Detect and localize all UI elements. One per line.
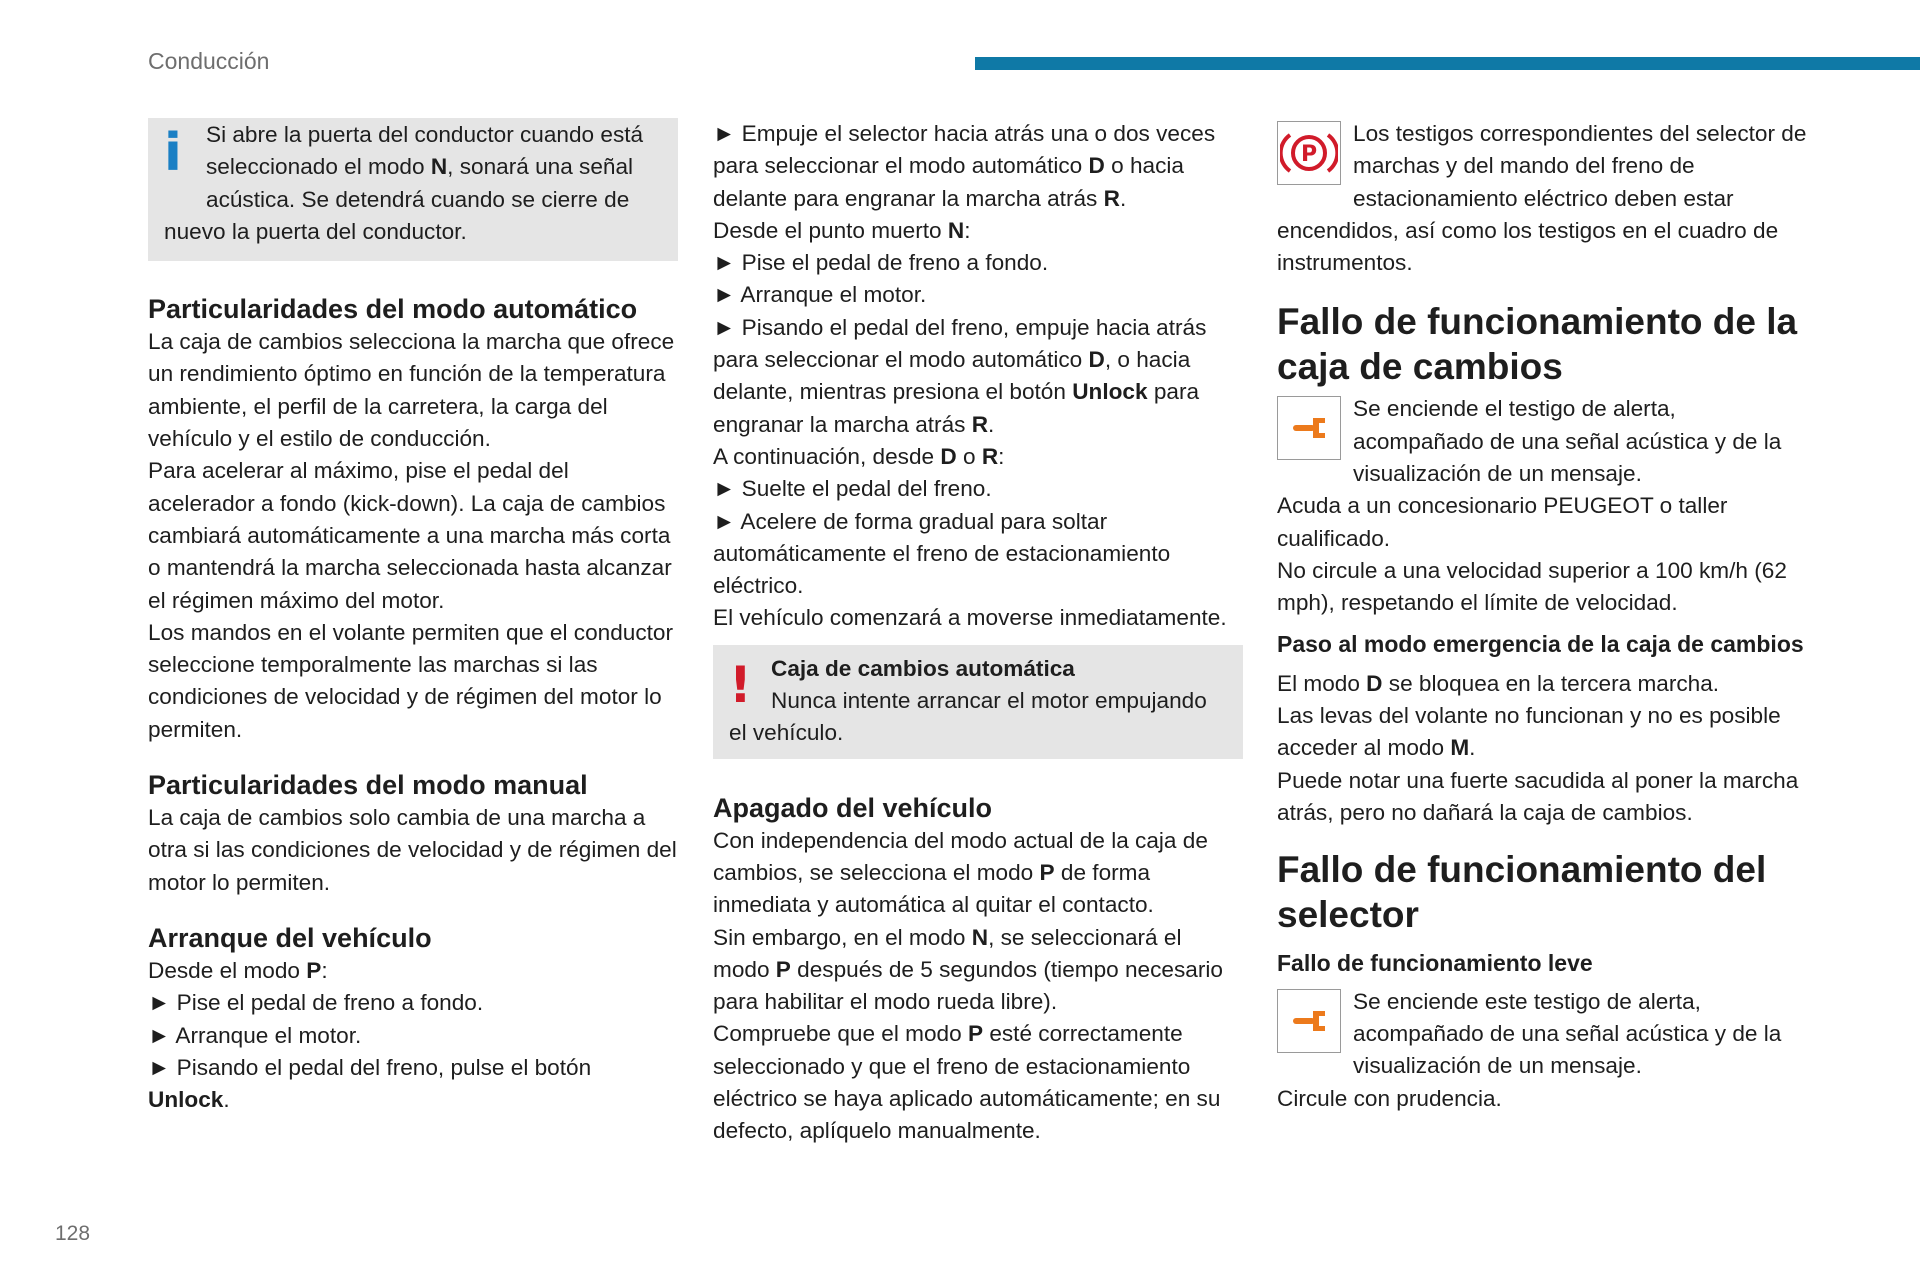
start-from-p: Desde el modo P: — [148, 957, 328, 983]
start-step-3: ► Pisando el pedal del freno, pulse el botón Unlock. — [148, 1054, 592, 1113]
neutral-step-1: ► Pise el pedal de freno a fondo. — [713, 250, 1049, 276]
neutral-step-3: ► Pisando el pedal del freno, empuje hacia atrás para seleccionar el modo automático D, o hacia delante, mientras presiona el botón Unlock para engranar la marcha atrás R. — [713, 314, 1207, 437]
section-accent-bar — [975, 57, 1920, 70]
info-icon: i — [164, 123, 182, 183]
gearbox-fault-heading: Fallo de funcionamiento de la caja de cambios — [1277, 301, 1798, 388]
gearbox-fault-para-2: Acuda a un concesionario PEUGEOT o taller cualificado. — [1277, 493, 1728, 551]
svg-text:P: P — [1300, 142, 1318, 167]
then-step-1: ► Suelte el pedal del freno. — [713, 476, 992, 502]
then-from-d-r: A continuación, desde D o R: — [713, 443, 1005, 469]
gearbox-fault-block — [1277, 393, 1807, 490]
from-neutral: Desde el punto muerto N: — [713, 217, 971, 243]
wrench-icon — [1277, 396, 1341, 460]
page-number: 128 — [55, 1222, 91, 1245]
warning-icon: ! — [729, 655, 752, 714]
shutdown-heading: Apagado del vehículo — [713, 792, 993, 823]
vehicle-moves-note: El vehículo comenzará a moverse inmediatamente. — [713, 605, 1227, 631]
column-2 — [713, 118, 1243, 1148]
column-3 — [1277, 118, 1807, 1115]
warning-title: Caja de cambios automática — [771, 655, 1075, 681]
emergency-mode-heading: Paso al modo emergencia de la caja de cambios — [1277, 630, 1804, 657]
gearbox-fault-para-3: No circule a una velocidad superior a 100 km/h (62 mph), respetando el límite de velocidad. — [1277, 557, 1787, 616]
minor-fault-para-2: Circule con prudencia. — [1277, 1085, 1502, 1111]
auto-mode-para-2: Para acelerar al máximo, pise el pedal del acelerador a fondo (kick-down). La caja de cambios cambiará automáticamente a una marcha más corta o mantendrá la marcha seleccionada hasta alcanzar el régimen máximo del motor. — [148, 458, 672, 613]
auto-mode-para-1: La caja de cambios selecciona la marcha que ofrece un rendimiento óptimo en función de la temperatura ambiente, el perfil de la carretera, la carga del vehículo y el estilo de conducción. — [148, 329, 675, 452]
then-step-2: ► Acelere de forma gradual para soltar automáticamente el freno de estacionamiento eléctrico. — [713, 508, 1171, 599]
shutdown-para-3: Compruebe que el modo P esté correctamente seleccionado y que el freno de estacionamiento eléctrico se haya aplicado automáticamente; en su defecto, aplíquelo manualmente. — [713, 1021, 1221, 1144]
gearbox-fault-para-1: Se enciende el testigo de alerta, acompañado de una señal acústica y de la visualización de un mensaje. — [1353, 396, 1782, 487]
auto-mode-para-3: Los mandos en el volante permiten que el conductor seleccione temporalmente las marchas si las condiciones de velocidad y de régimen del motor lo permiten. — [148, 619, 674, 742]
start-step-2: ► Arranque el motor. — [148, 1022, 362, 1048]
auto-mode-heading: Particularidades del modo automático — [148, 294, 638, 325]
warning-note — [713, 645, 1243, 759]
emergency-para-1: El modo D se bloquea en la tercera marcha. — [1277, 670, 1720, 696]
shutdown-para-2: Sin embargo, en el modo N, se seleccionará el modo P después de 5 segundos (tiempo necesario para habilitar el modo rueda libre). — [713, 924, 1223, 1015]
warning-text: Nunca intente arrancar el motor empujando el vehículo. — [729, 688, 1207, 746]
column-1 — [148, 118, 678, 1116]
parking-brake-icon — [1277, 121, 1341, 185]
section-title: Conducción — [148, 48, 270, 74]
start-step-1: ► Pise el pedal de freno a fondo. — [148, 990, 484, 1016]
manual-mode-para: La caja de cambios solo cambia de una marcha a otra si las condiciones de velocidad y de régimen del motor lo permiten. — [148, 805, 677, 895]
emergency-para-2: Las levas del volante no funcionan y no es posible acceder al modo M. — [1277, 703, 1781, 761]
info-note — [148, 118, 678, 261]
minor-fault-block — [1277, 986, 1807, 1083]
start-heading: Arranque del vehículo — [148, 922, 432, 953]
selector-fault-heading: Fallo de funcionamiento del selector — [1277, 849, 1767, 936]
neutral-step-2: ► Arranque el motor. — [713, 282, 927, 308]
info-note-text: Si abre la puerta del conductor cuando está seleccionado el modo N, sonará una señal acústica. Se detendrá cuando se cierre de nuevo la puerta del conductor. — [164, 122, 644, 244]
emergency-para-3: Puede notar una fuerte sacudida al poner la marcha atrás, pero no dañará la caja de cambios. — [1277, 767, 1799, 826]
shutdown-para-1: Con independencia del modo actual de la caja de cambios, se selecciona el modo P de forma inmediata y automática al quitar el contacto. — [713, 827, 1208, 918]
lamps-text: Los testigos correspondientes del selector de marchas y del mando del freno de estacionamiento eléctrico deben estar encendidos, así como los testigos en el cuadro de instrumentos. — [1277, 121, 1807, 276]
lamps-block — [1277, 118, 1807, 279]
step-selector-push: ► Empuje el selector hacia atrás una o dos veces para seleccionar el modo automático D o hacia delante para engranar la marcha atrás R. — [713, 121, 1216, 211]
wrench-icon — [1277, 989, 1341, 1053]
minor-fault-heading: Fallo de funcionamiento leve — [1277, 950, 1593, 977]
manual-mode-heading: Particularidades del modo manual — [148, 770, 588, 801]
minor-fault-para-1: Se enciende este testigo de alerta, acompañado de una señal acústica y de la visualización de un mensaje. — [1353, 988, 1782, 1079]
